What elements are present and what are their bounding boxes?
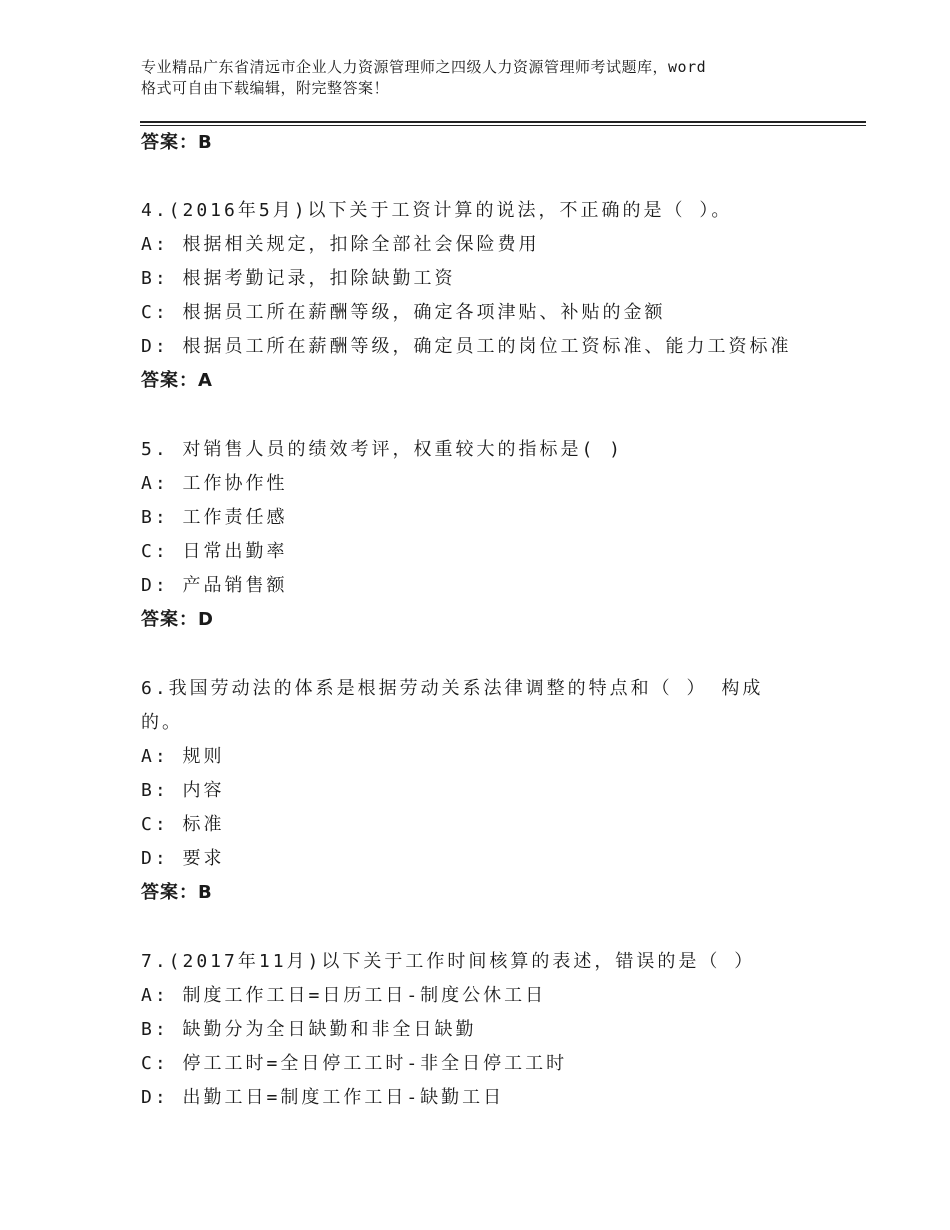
- question-6-option-d: D: 要求: [141, 848, 225, 869]
- question-4-stem: 4.(2016年5月)以下关于工资计算的说法，不正确的是（ ）。: [141, 200, 733, 221]
- question-4-option-d: D: 根据员工所在薪酬等级，确定员工的岗位工资标准、能力工资标准: [141, 336, 792, 357]
- question-5-answer: 答案：D: [141, 609, 214, 630]
- header-divider-thin: [140, 125, 866, 126]
- question-6-stem-continued: 的。: [141, 712, 183, 733]
- question-5-stem: 5. 对销售人员的绩效考评，权重较大的指标是( ): [141, 439, 624, 460]
- question-4-answer: 答案：A: [141, 370, 213, 391]
- question-4-option-b: B: 根据考勤记录，扣除缺勤工资: [141, 268, 456, 289]
- previous-answer: 答案：B: [141, 132, 213, 153]
- question-5-option-a: A: 工作协作性: [141, 473, 288, 494]
- question-7-option-b: B: 缺勤分为全日缺勤和非全日缺勤: [141, 1019, 477, 1040]
- document-header: [141, 57, 841, 99]
- header-divider-thick: [140, 121, 866, 123]
- question-5-option-c: C: 日常出勤率: [141, 541, 288, 562]
- question-4-option-a: A: 根据相关规定，扣除全部社会保险费用: [141, 234, 540, 255]
- question-6-option-c: C: 标准: [141, 814, 225, 835]
- question-5-option-b: B: 工作责任感: [141, 507, 288, 528]
- question-7-stem: 7.(2017年11月)以下关于工作时间核算的表述，错误的是（ ）: [141, 951, 756, 972]
- header-title-line-1: 专业精品广东省清远市企业人力资源管理师之四级人力资源管理师考试题库，word: [141, 58, 707, 76]
- question-6-answer: 答案：B: [141, 882, 213, 903]
- header-title-line-2: 格式可自由下载编辑，附完整答案！: [141, 79, 390, 97]
- question-6-option-b: B: 内容: [141, 780, 225, 801]
- question-5-option-d: D: 产品销售额: [141, 575, 288, 596]
- question-7-option-d: D: 出勤工日=制度工作工日-缺勤工日: [141, 1087, 505, 1108]
- question-7-option-a: A: 制度工作工日=日历工日-制度公休工日: [141, 985, 547, 1006]
- question-6-option-a: A: 规则: [141, 746, 225, 767]
- question-4-option-c: C: 根据员工所在薪酬等级，确定各项津贴、补贴的金额: [141, 302, 666, 323]
- question-6-stem: 6.我国劳动法的体系是根据劳动关系法律调整的特点和（ ） 构成: [141, 678, 764, 699]
- question-7-option-c: C: 停工工时=全日停工工时-非全日停工工时: [141, 1053, 568, 1074]
